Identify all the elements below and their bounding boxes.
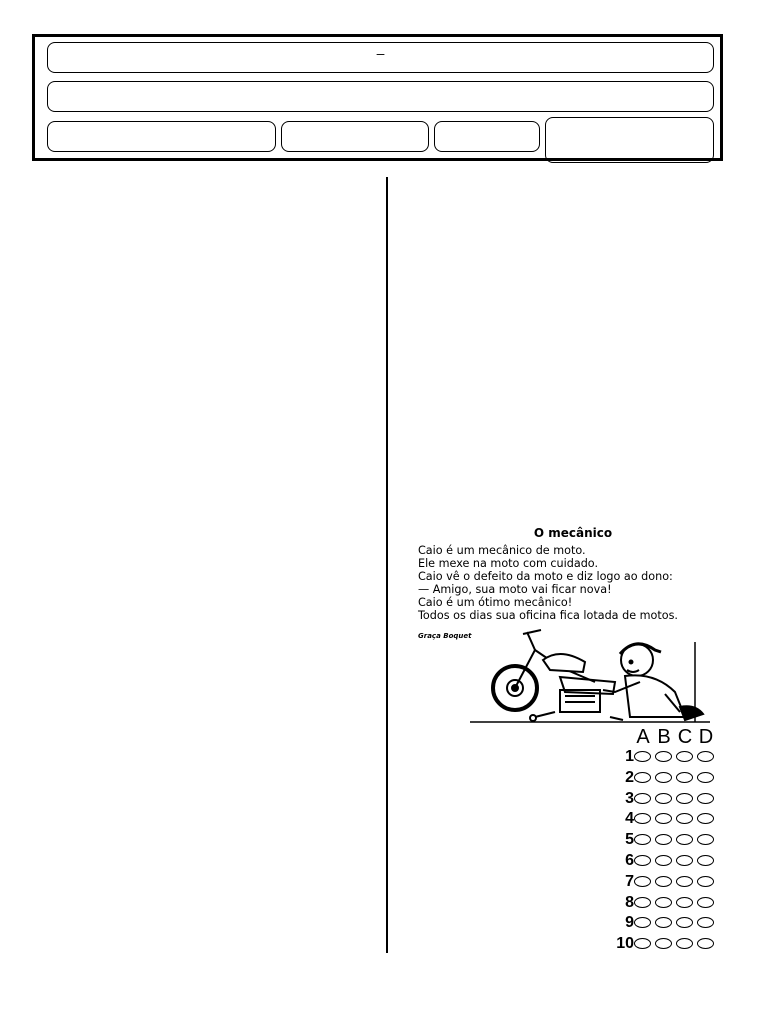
answer-bubble[interactable] [697, 772, 714, 783]
answer-bubble[interactable] [697, 813, 714, 824]
answer-row [610, 809, 720, 829]
answer-row [610, 768, 720, 788]
question-number: 8 [625, 893, 634, 911]
answer-bubble[interactable] [634, 751, 651, 762]
answer-bubble[interactable] [655, 917, 672, 928]
header-field-3[interactable] [47, 121, 276, 152]
answer-bubble[interactable] [676, 938, 693, 949]
question-number: 1 [625, 748, 634, 765]
answer-bubble[interactable] [676, 793, 693, 804]
option-letter: D [698, 726, 714, 748]
passage-title: O mecânico [533, 526, 613, 540]
answer-bubble[interactable] [634, 834, 651, 845]
question-number: 9 [625, 914, 634, 932]
answer-bubble[interactable] [655, 793, 672, 804]
answer-options-header [610, 727, 720, 747]
question-number: 2 [625, 768, 634, 786]
passage-author: Graça Boquet [418, 632, 472, 640]
answer-row [610, 872, 720, 892]
passage-line: Ele mexe na moto com cuidado. [418, 557, 599, 570]
answer-bubble[interactable] [697, 793, 714, 804]
header-field-1[interactable] [47, 42, 714, 73]
answer-bubble[interactable] [655, 938, 672, 949]
answer-bubble[interactable] [676, 876, 693, 887]
answer-bubble[interactable] [634, 897, 651, 908]
answer-row [610, 789, 720, 809]
answer-bubble[interactable] [697, 855, 714, 866]
option-letter: A [636, 726, 650, 748]
mechanic-motorcycle-icon [465, 622, 715, 727]
answer-bubble[interactable] [655, 751, 672, 762]
column-divider [386, 177, 388, 953]
answer-row [610, 893, 720, 913]
passage-line: Todos os dias sua oficina fica lotada de motos. [418, 609, 678, 622]
passage-line: Caio é um ótimo mecânico! [418, 596, 573, 609]
header-field-6[interactable] [545, 117, 714, 163]
answer-bubble[interactable] [655, 876, 672, 887]
answer-bubble[interactable] [634, 855, 651, 866]
header-field-2[interactable] [47, 81, 714, 112]
answer-bubble[interactable] [655, 834, 672, 845]
answer-bubble[interactable] [634, 876, 651, 887]
answer-bubble[interactable] [697, 876, 714, 887]
answer-row [610, 747, 720, 767]
question-number: 7 [625, 872, 634, 890]
answer-bubble[interactable] [676, 834, 693, 845]
question-number: 6 [625, 852, 634, 869]
question-number: 10 [616, 935, 634, 953]
question-number: 5 [625, 831, 634, 849]
header-field-4[interactable] [281, 121, 429, 152]
answer-row [610, 934, 720, 954]
option-letter: C [677, 726, 693, 748]
passage-line: — Amigo, sua moto vai ficar nova! [418, 583, 612, 596]
header-field-1-text: – [376, 45, 385, 61]
answer-bubble[interactable] [655, 855, 672, 866]
answer-bubble[interactable] [676, 813, 693, 824]
answer-bubble[interactable] [655, 813, 672, 824]
passage-line: Caio é um mecânico de moto. [418, 544, 586, 557]
answer-bubble[interactable] [676, 855, 693, 866]
option-letter: B [657, 726, 671, 748]
answer-row [610, 851, 720, 871]
answer-bubble[interactable] [697, 917, 714, 928]
answer-bubble[interactable] [634, 938, 651, 949]
answer-bubble[interactable] [697, 834, 714, 845]
answer-bubble[interactable] [697, 751, 714, 762]
answer-bubble[interactable] [676, 772, 693, 783]
answer-bubble[interactable] [634, 917, 651, 928]
question-number: 3 [625, 789, 634, 807]
answer-bubble[interactable] [676, 917, 693, 928]
answer-bubble[interactable] [697, 938, 714, 949]
answer-bubble[interactable] [676, 751, 693, 762]
passage-line: Caio vê o defeito da moto e diz logo ao dono: [418, 570, 673, 583]
question-number: 4 [625, 810, 634, 828]
answer-bubble[interactable] [634, 793, 651, 804]
answer-row [610, 913, 720, 933]
answer-bubble[interactable] [634, 813, 651, 824]
answer-bubble[interactable] [634, 772, 651, 783]
answer-bubble[interactable] [676, 897, 693, 908]
header-frame [32, 34, 723, 161]
answer-row [610, 830, 720, 850]
header-field-5[interactable] [434, 121, 540, 152]
answer-bubble[interactable] [655, 772, 672, 783]
answer-bubble[interactable] [697, 897, 714, 908]
answer-bubble[interactable] [655, 897, 672, 908]
